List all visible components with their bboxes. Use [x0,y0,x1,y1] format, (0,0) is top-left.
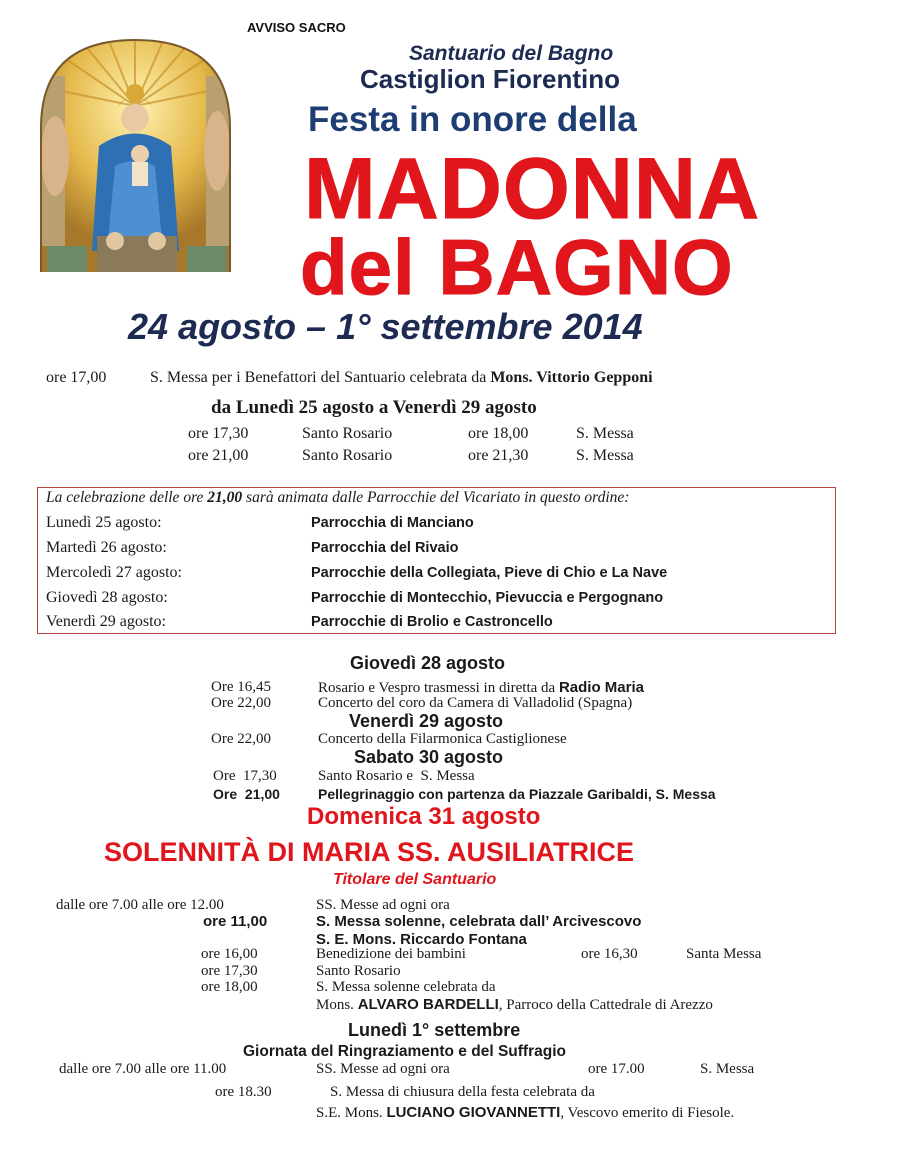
festival-dates: 24 agosto – 1° settembre 2014 [128,306,643,347]
lunedi-heading: Lunedì 1° settembre [348,1020,521,1040]
town-name: Castiglion Fiorentino [360,64,620,94]
weekday-row-1-event1: Santo Rosario [302,425,393,442]
lunedi-r1-time2: ore 17.00 [588,1061,645,1077]
lunedi-r2-name: LUCIANO GIOVANNETTI [386,1104,561,1121]
domenica-r3-time2: ore 16,30 [581,946,638,962]
weekday-row-2-event1: Santo Rosario [302,447,393,464]
lunedi-r1-text: SS. Messe ad ogni ora [316,1061,450,1077]
opening-desc: S. Messa per i Benefattori del Santuario celebrata da [150,369,487,386]
vicariato-intro-post: sarà animata dalle Parrocchie del Vicariato in questo ordine: [246,489,630,506]
lunedi-r2-text: S. Messa di chiusura della festa celebrata da [330,1084,595,1100]
lunedi-r2-time: ore 18.30 [215,1084,272,1100]
lunedi-r1-text2: S. Messa [700,1061,755,1077]
domenica-r5-time: ore 18,00 [201,979,258,995]
lunedi-r2-suffix: , Vescovo emerito di Fiesole. [560,1105,735,1121]
vicariato-day-4: Giovedì 28 agosto: [46,589,168,606]
giovedi-r2-time: Ore 22,00 [211,695,271,711]
venerdi-r1-time: Ore 22,00 [211,731,271,747]
weekdays-heading: da Lunedì 25 agosto a Venerdì 29 agosto [211,397,537,418]
vicariato-intro-hour: 21,00 [207,489,243,506]
domenica-r1-time: dalle ore 7.00 alle ore 12.00 [56,897,224,913]
vicariato-day-5: Venerdì 29 agosto: [46,613,166,630]
domenica-r5-prefix: Mons. [316,997,354,1013]
giovedi-r1-radio: Radio Maria [558,679,644,696]
avviso-sacro: AVVISO SACRO [247,20,346,35]
solennita-heading: SOLENNITÀ DI MARIA SS. AUSILIATRICE [104,837,635,867]
vicariato-box [37,487,836,634]
giovedi-r2-text: Concerto del coro da Camera di Valladolid (Spagna) [318,695,633,711]
madonna-image [37,36,234,272]
domenica-r5-celebrant [316,996,713,1014]
weekday-row-1-event2: S. Messa [576,425,634,442]
opening-text [150,369,653,387]
opening-celebrant: Mons. Vittorio Gepponi [490,369,653,386]
sabato-r2-time: Ore 21,00 [213,786,280,802]
vicariato-parish-2: Parrocchia del Rivaio [311,540,459,556]
vicariato-parish-1: Parrocchia di Manciano [311,515,474,531]
vicariato-parish-3: Parrocchie della Collegiata, Pieve di Chio e La Nave [311,565,668,581]
lunedi-r1-time: dalle ore 7.00 alle ore 11.00 [59,1061,227,1077]
domenica-r2-text: S. Messa solenne, celebrata dall’ Arcivescovo [316,913,642,930]
vicariato-parish-5: Parrocchie di Brolio e Castroncello [311,614,553,630]
domenica-heading: Domenica 31 agosto [307,803,541,830]
domenica-r5-name: ALVARO BARDELLI [357,996,499,1013]
weekday-row-2-time1: ore 21,00 [188,447,249,464]
venerdi-heading: Venerdì 29 agosto [349,711,504,731]
weekday-row-2-time2: ore 21,30 [468,447,529,464]
weekday-row-1-time1: ore 17,30 [188,425,249,442]
festa-line: Festa in onore della [308,100,637,139]
vicariato-day-1: Lunedì 25 agosto: [46,514,162,531]
domenica-r2-text2: S. E. Mons. Riccardo Fontana [316,931,527,948]
santuario-name: Santuario del Bagno [409,42,614,65]
weekday-row-2-event2: S. Messa [576,447,634,464]
domenica-r3-text: Benedizione dei bambini [316,946,466,962]
lunedi-r2-prefix: S.E. Mons. [316,1105,383,1121]
giovedi-heading: Giovedì 28 agosto [350,653,506,673]
vicariato-day-2: Martedì 26 agosto: [46,539,167,556]
domenica-r2-time: ore 11,00 [203,913,268,930]
opening-time: ore 17,00 [46,369,107,386]
sabato-r1-text: Santo Rosario e S. Messa [318,768,475,784]
giovedi-r1-desc: Rosario e Vespro trasmessi in diretta da [318,680,556,696]
vicariato-intro [46,489,629,507]
sabato-r2-text: Pellegrinaggio con partenza da Piazzale Garibaldi, S. Messa [318,786,716,802]
lunedi-subheading: Giornata del Ringraziamento e del Suffragio [243,1043,566,1060]
vicariato-parish-4: Parrocchie di Montecchio, Pievuccia e Pergognano [311,590,664,606]
domenica-r3-text2: Santa Messa [686,946,762,962]
title-del-bagno: del BAGNO [300,223,734,311]
domenica-r1-text: SS. Messe ad ogni ora [316,897,450,913]
title-madonna: MADONNA [304,141,761,237]
vicariato-intro-pre: La celebrazione delle ore [46,489,204,506]
sabato-heading: Sabato 30 agosto [354,747,504,767]
domenica-r4-text: Santo Rosario [316,963,401,979]
vicariato-day-3: Mercoledì 27 agosto: [46,564,182,581]
domenica-r4-time: ore 17,30 [201,963,258,979]
giovedi-r1-time: Ore 16,45 [211,679,271,695]
domenica-r5-suffix: , Parroco della Cattedrale di Arezzo [498,997,713,1013]
domenica-r3-time: ore 16,00 [201,946,258,962]
lunedi-r2-celebrant [316,1104,734,1122]
domenica-r5-text: S. Messa solenne celebrata da [316,979,496,995]
titolare-line: Titolare del Santuario [333,871,497,888]
sabato-r1-time: Ore 17,30 [213,768,277,784]
weekday-row-1-time2: ore 18,00 [468,425,529,442]
venerdi-r1-text: Concerto della Filarmonica Castiglionese [318,731,567,747]
